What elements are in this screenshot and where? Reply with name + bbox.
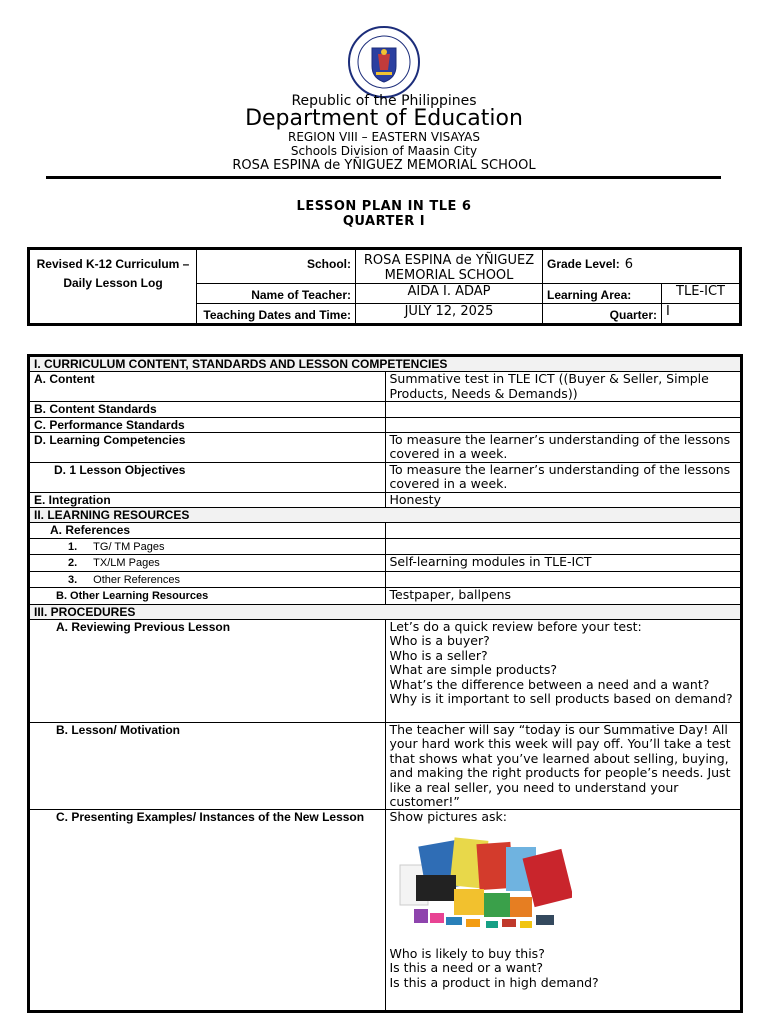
review-line: Why is it important to sell products based on demand? [389,690,733,706]
tg-label: TG/ TM Pages [93,540,165,553]
dates-label: Teaching Dates and Time: [203,308,351,322]
table-row [29,402,742,417]
table-row [29,571,742,587]
department-name: Department of Education [245,106,523,131]
quarter-value: I [666,304,670,319]
integration-label: E. Integration [29,492,386,507]
school-label: School: [307,257,351,271]
school-supplies-image [394,835,572,933]
tx-value: Self-learning modules in TLE-ICT [385,555,742,571]
quarter-label: Quarter: [609,308,657,322]
republic-line: Republic of the Philippines [291,93,477,109]
learning-area-label: Learning Area: [547,288,632,302]
learning-competencies-value: To measure the learner’s understanding of the lessons covered in a week. [385,433,742,463]
lesson-plan-table [27,354,743,1013]
motivation-label: B. Lesson/ Motivation [29,722,386,809]
section-row [29,508,742,523]
examples-content [385,810,742,1012]
table-row [29,810,742,1012]
tx-label: TX/LM Pages [93,557,160,570]
content-standards-value [385,402,742,417]
section-heading: II. LEARNING RESOURCES [29,508,742,523]
table-row [29,433,742,463]
teacher-value: AIDA I. ADAP [407,284,491,299]
references-label: A. References [29,523,386,538]
review-label: A. Reviewing Previous Lesson [29,619,386,722]
section-row [29,356,742,372]
lesson-log-info-table [27,247,742,326]
dates-value: JULY 12, 2025 [404,304,494,319]
table-row [29,588,742,604]
grade-level-value: 6 [624,257,634,272]
content-label: A. Content [29,372,386,402]
lesson-objectives-value: To measure the learner’s understanding of the lessons covered in a week. [385,462,742,492]
section-heading: I. CURRICULUM CONTENT, STANDARDS AND LESSON COMPETENCIES [29,356,742,372]
review-line: Who is a seller? [389,647,488,663]
header-divider [46,176,721,179]
examples-question: Is this a product in high demand? [389,974,599,990]
lesson-objectives-label: D. 1 Lesson Objectives [29,462,386,492]
integration-value: Honesty [385,492,742,507]
lesson-plan-title: LESSON PLAN IN TLE 6 [296,199,472,214]
table-row [29,538,742,554]
other-resources-label: B. Other Learning Resources [56,590,209,603]
performance-standards-label: C. Performance Standards [29,417,386,432]
table-row [29,462,742,492]
review-line: Let’s do a quick review before your test: [389,618,642,634]
review-line: What are simple products? [389,662,557,678]
lesson-log-label-cell [29,249,197,325]
quarter-title: QUARTER I [342,214,426,229]
learning-area-value: TLE-ICT [676,284,725,299]
teacher-label: Name of Teacher: [251,288,351,302]
grade-level-label: Grade Level: [547,257,620,271]
deped-seal-logo [348,26,420,98]
review-line: What’s the difference between a need and a want? [389,676,710,692]
school-value: ROSA ESPINA de YÑIGUEZ MEMORIAL SCHOOL [363,253,535,283]
table-row [29,523,742,538]
other-ref-label: Other References [93,573,180,586]
region-line: REGION VIII – EASTERN VISAYAS [288,130,480,144]
table-row [29,417,742,432]
tg-number: 1. [68,540,78,553]
division-line: Schools Division of Maasin City [290,144,478,158]
tx-number: 2. [68,557,78,570]
section-heading: III. PROCEDURES [29,604,742,619]
examples-intro: Show pictures ask: [389,809,507,825]
table-row [29,619,742,722]
other-resources-value: Testpaper, ballpens [385,588,742,604]
content-value: Summative test in TLE ICT ((Buyer & Seller, Simple Products, Needs & Demands)) [385,372,742,402]
learning-competencies-label: D. Learning Competencies [29,433,386,463]
table-row [29,372,742,402]
review-content [385,619,742,722]
review-line: Who is a buyer? [389,633,490,649]
table-row [29,722,742,809]
performance-standards-value [385,417,742,432]
other-ref-number: 3. [68,573,78,586]
table-row [29,492,742,507]
lesson-log-label: Revised K-12 Curriculum – Daily Lesson Log [36,257,190,290]
motivation-value: The teacher will say “today is our Summative Day! All your hard work this week will pay off. You’ll take a test that shows what you’ve learned about selling, buying, and making the right products for people’s needs. Just like a real seller, you need to understand your customer!” [385,722,742,809]
examples-label: C. Presenting Examples/ Instances of the New Lesson [29,810,386,1012]
content-standards-label: B. Content Standards [29,402,386,417]
school-line: ROSA ESPINA de YÑIGUEZ MEMORIAL SCHOOL [232,158,536,173]
examples-question: Is this a need or a want? [389,960,544,976]
table-row [29,555,742,571]
section-row [29,604,742,619]
examples-question: Who is likely to buy this? [389,945,545,961]
